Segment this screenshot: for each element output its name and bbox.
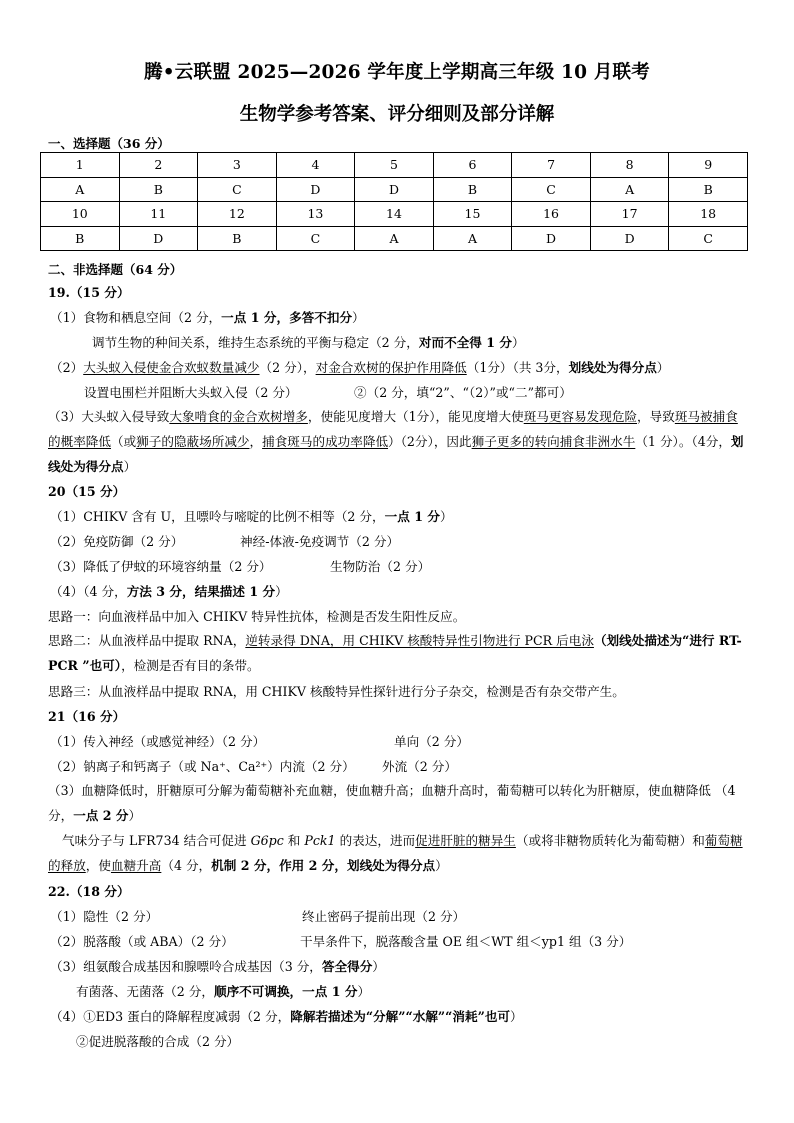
- answer-cell: C: [512, 177, 591, 202]
- question-number-cell: 13: [276, 202, 355, 227]
- q22-answer-3a: （3）组氨酸合成基因和腺嘌呤合成基因（3 分，答全得分）: [50, 959, 385, 974]
- answer-cell: A: [41, 177, 120, 202]
- answer-cell: B: [669, 177, 748, 202]
- question-number-cell: 8: [590, 153, 669, 178]
- q20-approach-2: 思路二：从血液样品中提取 RNA，逆转录得 DNA，用 CHIKV 核酸特异性引物进行 PCR 后电泳（划线处描述为“进行 RT-PCR ”也可），检测是否有目的条带。: [48, 633, 742, 673]
- section-heading-nonchoice: 二、非选择题（64 分）: [48, 262, 183, 277]
- answer-cell: C: [198, 177, 277, 202]
- q19-answer-2-line1: （2）大头蚁入侵使金合欢蚁数量减少（2 分），对金合欢树的保护作用降低（1分）（共 3分，划线处为得分点）: [50, 360, 670, 375]
- q20-approach-1: 思路一：向血液样品中加入 CHIKV 特异性抗体，检测是否发生阳性反应。: [48, 609, 466, 624]
- answer-cell: A: [433, 226, 512, 251]
- answer-cell: B: [198, 226, 277, 251]
- answer-cell: B: [433, 177, 512, 202]
- q19-answer-1-line1: （1）食物和栖息空间（2 分，一点 1 分，多答不扣分）: [50, 310, 365, 325]
- q20-answer-4: （4）（4 分，方法 3 分，结果描述 1 分）: [50, 584, 288, 599]
- question-number-cell: 7: [512, 153, 591, 178]
- q22-answer-2a: （2）脱落酸（或 ABA）（2 分）: [50, 934, 234, 949]
- q20-approach-3: 思路三：从血液样品中提取 RNA，用 CHIKV 核酸特异性探针进行分子杂交，检测是否有杂交带产生。: [48, 684, 625, 699]
- q21-answer-3-mechanism: 气味分子与 LFR734 结合可促进 G6pc 和 Pck1 的表达，进而促进肝脏的糖异生（或将非糖物质转化为葡萄糖）和葡萄糖的释放，使血糖升高（4 分，机制 2 分，作用 2 分，划线处为得分点）: [48, 833, 743, 873]
- q22-answer-2b: 干旱条件下，脱落酸含量 OE 组＜WT 组＜yp1 组（3 分）: [300, 934, 632, 949]
- question-number-cell: 2: [119, 153, 198, 178]
- q21-answer-2a: （2）钠离子和钙离子（或 Na⁺、Ca²⁺）内流（2 分）: [50, 759, 355, 774]
- question-21-heading: 21（16 分）: [48, 709, 126, 724]
- document-subtitle: 生物学参考答案、评分细则及部分详解: [239, 104, 555, 125]
- q21-answer-3: （3）血糖降低时，肝糖原可分解为葡萄糖补充血糖，使血糖升高；血糖升高时，葡萄糖可以转化为肝糖原，使血糖降低 （4 分，一点 2 分）: [48, 783, 736, 823]
- answer-cell: A: [355, 226, 434, 251]
- answer-cell: C: [669, 226, 748, 251]
- question-20-heading: 20（15 分）: [48, 484, 126, 499]
- q21-answer-1a: （1）传入神经（或感觉神经）（2 分）: [50, 734, 266, 749]
- q21-answer-1b: 单向（2 分）: [394, 734, 469, 749]
- answer-cell: A: [590, 177, 669, 202]
- q22-answer-1b: 终止密码子提前出现（2 分）: [302, 909, 466, 924]
- table-row: [41, 153, 748, 178]
- question-19-heading: 19.（15 分）: [48, 285, 130, 300]
- q20-answer-3b: 生物防治（2 分）: [330, 559, 431, 574]
- q22-answer-4a: （4）①ED3 蛋白的降解程度减弱（2 分，降解若描述为“分解”“水解”“消耗”也可）: [50, 1009, 523, 1024]
- document-title: 腾•云联盟 2025—2026 学年度上学期高三年级 10 月联考: [144, 62, 650, 83]
- section-heading-choice: 一、选择题（36 分）: [48, 136, 170, 151]
- question-number-cell: 17: [590, 202, 669, 227]
- q22-answer-4b: ②促进脱落酸的合成（2 分）: [76, 1034, 240, 1049]
- question-number-cell: 1: [41, 153, 120, 178]
- table-row: [41, 177, 748, 202]
- answer-cell: D: [512, 226, 591, 251]
- question-number-cell: 9: [669, 153, 748, 178]
- question-number-cell: 5: [355, 153, 434, 178]
- answer-cell: D: [590, 226, 669, 251]
- q21-answer-2b: 外流（2 分）: [382, 759, 457, 774]
- q19-answer-2-line2a: 设置电围栏并阻断大头蚁入侵（2 分）: [84, 385, 298, 400]
- question-number-cell: 10: [41, 202, 120, 227]
- question-number-cell: 4: [276, 153, 355, 178]
- q20-answer-2b: 神经-体液-免疫调节（2 分）: [240, 534, 400, 549]
- question-number-cell: 3: [198, 153, 277, 178]
- table-row: [41, 226, 748, 251]
- question-number-cell: 11: [119, 202, 198, 227]
- q20-answer-1: （1）CHIKV 含有 U，且嘌呤与嘧啶的比例不相等（2 分，一点 1 分）: [50, 509, 453, 524]
- question-number-cell: 12: [198, 202, 277, 227]
- q19-answer-1-line2: 调节生物的种间关系，维持生态系统的平衡与稳定（2 分，对而不全得 1 分）: [92, 335, 525, 350]
- q20-answer-3a: （3）降低了伊蚊的环境容纳量（2 分）: [50, 559, 272, 574]
- answer-cell: D: [119, 226, 198, 251]
- question-number-cell: 15: [433, 202, 512, 227]
- question-22-heading: 22.（18 分）: [48, 884, 130, 899]
- question-number-cell: 14: [355, 202, 434, 227]
- answer-cell: B: [119, 177, 198, 202]
- q19-answer-3: （3）大头蚁入侵导致大象啃食的金合欢树增多，使能见度增大（1分），能见度增大使斑马更容易发现危险，导致斑马被捕食的概率降低（或狮子的隐蔽场所减少，捕食斑马的成功率降低）（2分），因此狮子更多的转向捕食非洲水牛（1 分）。（4分，划线处为得分点）: [48, 409, 744, 474]
- answer-cell: C: [276, 226, 355, 251]
- answer-cell: D: [276, 177, 355, 202]
- q20-answer-2a: （2）免疫防御（2 分）: [50, 534, 184, 549]
- question-number-cell: 18: [669, 202, 748, 227]
- q22-answer-1a: （1）隐性（2 分）: [50, 909, 159, 924]
- answer-table: [40, 152, 748, 251]
- q19-answer-2-line2b: ②（2 分，填“2”、“（2）”或“二”都可）: [354, 385, 572, 400]
- q22-answer-3b: 有菌落、无菌落（2 分，顺序不可调换，一点 1 分）: [76, 984, 371, 999]
- answer-cell: B: [41, 226, 120, 251]
- question-number-cell: 6: [433, 153, 512, 178]
- question-number-cell: 16: [512, 202, 591, 227]
- answer-cell: D: [355, 177, 434, 202]
- table-row: [41, 202, 748, 227]
